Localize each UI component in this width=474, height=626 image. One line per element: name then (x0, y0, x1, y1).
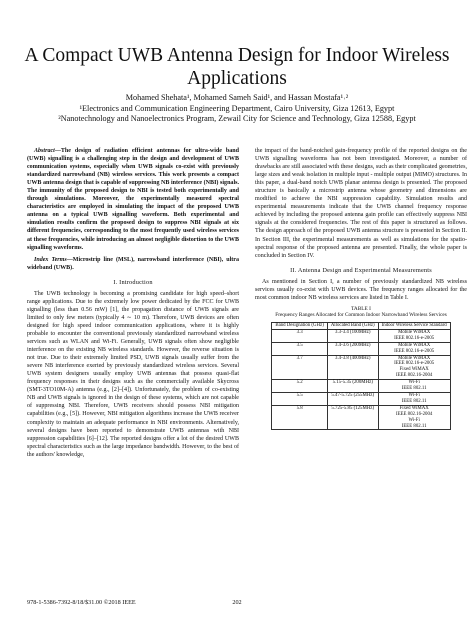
frequency-table (271, 322, 450, 430)
table-header-cell: Band Designation (GHz) (272, 323, 327, 330)
isbn-footer: 978-1-5386-7392-8/18/$31.00 ©2018 IEEE (27, 599, 136, 606)
abstract-label: Abstract (34, 148, 55, 154)
table-cell: 5.15-5.35 (200MHz) (327, 380, 378, 393)
left-column (27, 147, 239, 459)
table-caption (255, 306, 467, 319)
table-cell: Wi-Fi IEEE 802.11 (378, 393, 450, 406)
table-row (272, 355, 450, 380)
affiliation-2: ²Nanotechnology and Nanoelectronics Program, Zewail City for Science and Technology, Giza 12588, Egypt (58, 114, 416, 123)
right-column (255, 147, 467, 430)
section-1-heading: I. Introduction (113, 278, 153, 286)
table-cell: Wi-Fi IEEE 802.11 (378, 380, 450, 393)
abstract-text: —The design of radiation efficient antennas for ultra-wide band (UWB) signalling is a challenging step in the design and development of UWB communication systems, especially when UWB signals co-exist with previously standardized narrowband (NB) wireless services. This work presents a compact UWB antenna design that is capable of suppressing NB interference (NBI) signals. The immunity of the proposed design to NBI is tested both experimentally and through simulations. Moreover, the experimentally measured spectral characteristics are employed in simulating the impact of the proposed UWB antenna on a typical UWB signalling waveform. Both experimental and simulation results confirm the proposed design to suppress NBI signals at six different frequencies, corresponding to the most frequently used wireless services at these frequencies, while introducing an almost negligible distortion to the UWB signalling waveforms. (27, 148, 239, 251)
index-terms-label: Index Terms (34, 256, 67, 263)
table-cell: 5.2 (272, 380, 327, 393)
table-cell: Fixed WiMAX IEEE 802.16-2004 Wi-Fi IEEE 802.11 (378, 405, 450, 430)
table-row (272, 329, 450, 342)
paper-title: A Compact UWB Antenna Design for Indoor Wireless Applications (24, 45, 450, 89)
table-row (272, 405, 450, 430)
intro-continuation: the impact of the band-notched gain-frequency profile of the reported designs on the UWB signalling waveforms has not been investigated. Moreover, a number of drawbacks are still associated with these designs, such as their complicated geometries, large sizes and weak isolation in multiple input - multiple output (MIMO) structures. In this paper, a dual-band notch UWB planar antenna design is presented. The proposed structure is basically a microstrip antenna whose geometry and dimensions are modified to achieve the NBI suppression capability. Simulation results and experimental measurements indicate that the UWB channel frequency response achieved by including the proposed antenna gain profile can effectively suppress NBI signals at the considered frequencies. The rest of this paper is structured as follows. The design approach of the proposed UWB antenna structure is presented in Section II. In Section III, the experimental measurements as well as simulations for the spatio-spectral response of the proposed antenna are presented. Finally, the whole paper is concluded in Section IV. (255, 148, 467, 259)
index-terms-text: —Microstrip line (MSL), narrowband interference (NBI), ultra wideband (UWB). (27, 256, 239, 271)
table-subcaption: Frequency Ranges Allocated for Common Indoor Narrowband Wireless Services (275, 312, 447, 319)
section-2-heading: II. Antenna Design and Experimental Measurements (290, 266, 432, 274)
table-cell: 5.5 (272, 393, 327, 406)
table-cell: 3.3-3.4 (100MHz) (327, 329, 378, 342)
table-cell: 3.4-3.8 (400MHz) (327, 355, 378, 380)
table-cell: 5.47-5.725 (255MHz) (327, 393, 378, 406)
table-cell: 3.4-3.6 (200MHz) (327, 342, 378, 355)
table-cell: Mobile WiMAX IEEE 802.16-e-2005 (378, 329, 450, 342)
table-cell: Mobile WiMAX IEEE 802.16-e-2005 Fixed WiMAX IEEE 802.16-2004 (378, 355, 450, 380)
table-cell: Mobile WiMAX IEEE 802.16-e-2005 (378, 342, 450, 355)
affiliation-1: ¹Electronics and Communication Engineering Department, Cairo University, Giza 12613, Egypt (79, 103, 395, 113)
table-cell: 3.7 (272, 355, 327, 380)
table-row (272, 393, 450, 406)
table-header-cell: Indoor Wireless Service Standard (378, 323, 450, 330)
table-row (272, 380, 450, 393)
table-cell: 3.3 (272, 329, 327, 342)
index-terms (27, 256, 239, 272)
page-number: 202 (232, 599, 242, 606)
table-label: TABLE I (351, 305, 371, 312)
author-block (0, 93, 474, 125)
table-header-row (272, 323, 450, 330)
table-cell: 5.725-5.85 (125MHz) (327, 405, 378, 430)
section-2-paragraph: As mentioned in Section I, a number of previously standardized NB wireless services usually co-exist with UWB devices. The frequency ranges allocated for the most common indoor NB wireless services are listed in Table I. (255, 278, 467, 301)
intro-paragraph: The UWB technology is becoming a promising candidate for high speed–short range applications. Due to the extremely low power dedicated by the FCC for UWB signalling (less than 0.56 mW) [1], the propagation distance of UWB signals are limited to only few meters (typically 4 ∼ 10 m). Therefore, UWB devices are often designed for high speed indoor communication applications, where it is highly probable to encounter the conventional previously standardized narrowband wireless services such as WLAN and Wi-Fi. Generally, UWB signals often show negligible interference on the existing NB wireless standards. However, the reverse situation is not true. Due to their extremely limited PSD, UWB signals usually suffer from the severe NB interference exerted by previously standardized wireless services. Several UWB system designers usually employ UWB antennas that possess quasi-flat frequency responses in their designs such as the commercially available Skycross (SMT-3TO10M-A) antenna (e.g., [2]–[4]). Unfortunately, the problem of co-existing NB and UWB signals is ignored in the design of these systems, which are not capable of suppressing NBI. Therefore, UWB receivers should possess NBI mitigation capabilities (e.g., [5]). However, NBI mitigation algorithms increase the UWB receiver complexity to maintain an adequate performance in NBI environments. Alternatively, several designs have been reported to demonstrate UWB antennas with NBI suppression capabilities [6]–[12]. The reported designs offer a lot of the desired UWB spectral characteristics such as the large impedance bandwidth. However, to the best of the authors' knowledge, (27, 290, 239, 458)
table-header-cell: Allocated Band (GHz) (327, 323, 378, 330)
author-names: Mohamed Shehata¹, Mohamed Sameh Said¹, and Hassan Mostafa¹˒² (125, 93, 349, 102)
table-row (272, 342, 450, 355)
abstract (27, 147, 239, 252)
table-cell: 5.8 (272, 405, 327, 430)
table-cell: 3.5 (272, 342, 327, 355)
